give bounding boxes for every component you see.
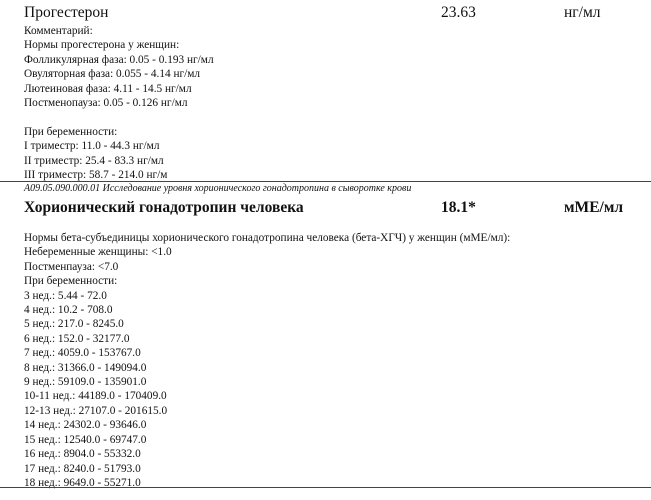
comment-line: Постменопауза: 0.05 - 0.126 нг/мл [24,97,188,110]
norm-line: 7 нед.: 4059.0 - 153767.0 [24,347,141,360]
norm-line: 16 нед.: 8904.0 - 55332.0 [24,448,141,461]
progesterone-comment [0,24,651,182]
pregnancy-line: II триместр: 25.4 - 83.3 нг/мл [24,154,164,167]
norm-line: 8 нед.: 31366.0 - 149094.0 [24,361,147,374]
comment-line: Овуляторная фаза: 0.055 - 4.14 нг/мл [24,68,201,81]
norm-line: 15 нед.: 12540.0 - 69747.0 [24,433,147,446]
pregnancy-line: I триместр: 11.0 - 44.3 нг/мл [24,140,160,153]
norm-line: 9 нед.: 59109.0 - 135901.0 [24,376,147,389]
norm-line: 6 нед.: 152.0 - 32177.0 [24,332,130,345]
norm-line: 4 нед.: 10.2 - 708.0 [24,304,113,317]
test-value: 18.1* [441,199,476,216]
test-code-line [0,181,651,196]
progesterone-result-row [0,4,651,24]
hcg-section [0,199,651,490]
norm-line: Постменпауза: <7.0 [24,260,119,273]
norm-line: 14 нед.: 24302.0 - 93646.0 [24,419,147,432]
norm-line: Небеременные женщины: <1.0 [24,246,172,259]
pregnancy-line: При беременности: [24,125,118,138]
comment-line: Лютеиновая фаза: 4.11 - 14.5 нг/мл [24,82,192,95]
hcg-result-row [0,199,651,219]
norm-line: 3 нед.: 5.44 - 72.0 [24,289,107,302]
progesterone-section [0,4,651,182]
test-unit: нг/мл [564,4,601,21]
norm-line: 5 нед.: 217.0 - 8245.0 [24,318,124,331]
norm-line: 10-11 нед.: 44189.0 - 170409.0 [24,390,167,403]
comment-line: Комментарий: [24,25,93,37]
comment-line: Нормы прогестерона у женщин: [24,39,180,52]
test-code-text: A09.05.090.000.01 Исследование уровня хорионического гонадотропина в сыворотке крови [24,183,412,194]
test-value: 23.63 [441,4,476,21]
norm-line: Нормы бета-субъединицы хорионического гонадотропина человека (бета-ХГЧ) у женщин (мМЕ/мл): [24,232,511,244]
bottom-divider [0,487,651,488]
norm-line: 18 нед.: 9649.0 - 55271.0 [24,476,141,489]
hcg-norms [0,231,651,490]
comment-line: Фолликулярная фаза: 0.05 - 0.193 нг/мл [24,53,214,66]
pregnancy-line: III триместр: 58.7 - 214.0 нг/м [24,169,168,182]
norm-line: При беременности: [24,275,118,288]
norm-line: 12-13 нед.: 27107.0 - 201615.0 [24,404,168,417]
test-unit: мМЕ/мл [564,199,624,216]
norm-line: 17 нед.: 8240.0 - 51793.0 [24,462,141,475]
test-name: Хорионический гонадотропин человека [24,199,304,216]
test-name: Прогестерон [24,4,109,21]
